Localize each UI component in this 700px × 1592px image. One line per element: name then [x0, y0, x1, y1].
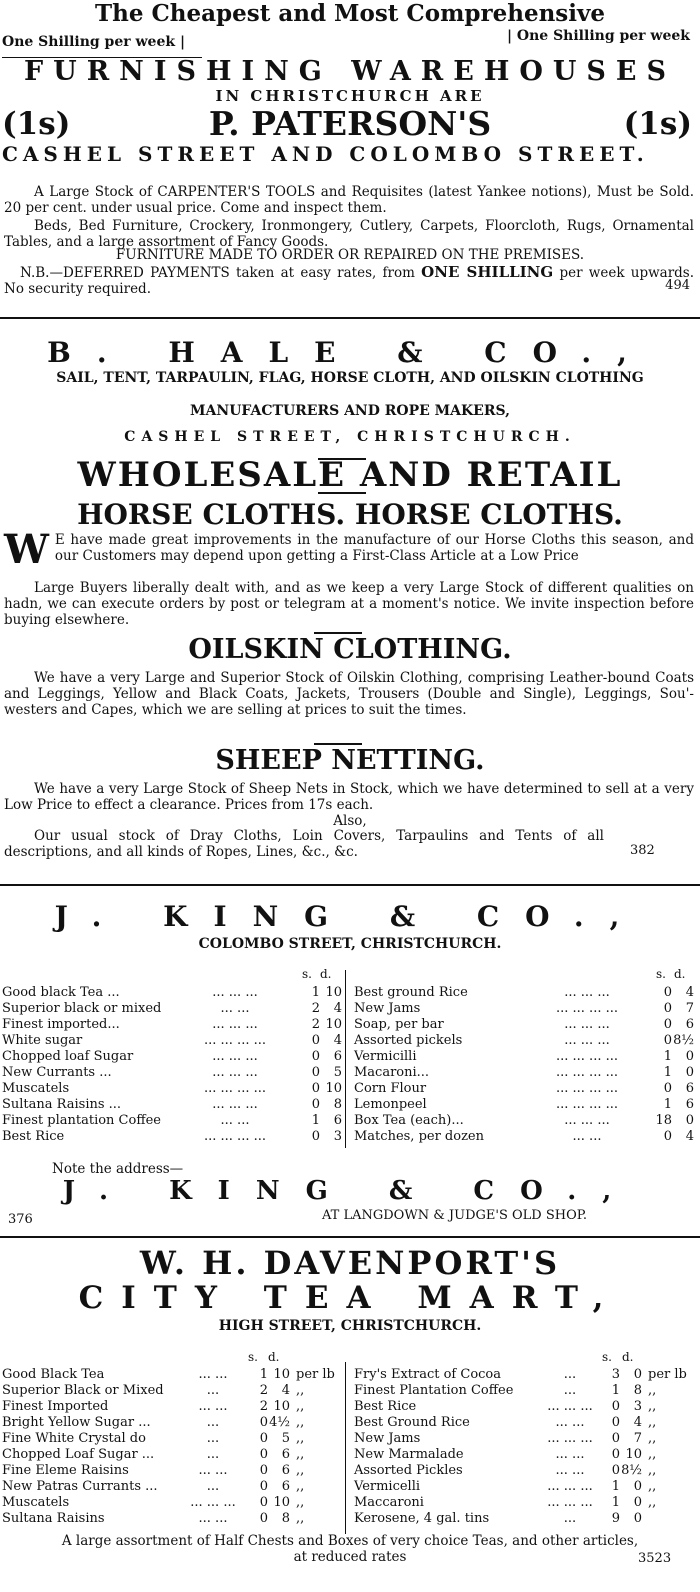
- furnishing-title: FURNISHING WAREHOUSES: [24, 56, 676, 87]
- item-name: Bright Yellow Sugar ...: [2, 1415, 151, 1430]
- pence: 3: [333, 1129, 342, 1144]
- item-name: Kerosene, 4 gal. tins: [354, 1511, 490, 1526]
- item-name: Good black Tea ...: [2, 985, 120, 1000]
- price-row: [354, 1049, 694, 1065]
- pence: 6: [685, 1097, 694, 1112]
- shillings: 1: [663, 1049, 672, 1064]
- price-row: [2, 1081, 342, 1097]
- paterson-para1: A Large Stock of CARPENTER'S TOOLS and Requisites (latest Yankee notions), Must be Sold. 20 per cent. under usual price. Come and inspect them.: [4, 184, 694, 216]
- item-name: Fine White Crystal do: [2, 1431, 146, 1446]
- shillings: 0: [663, 1001, 672, 1016]
- price-row: [354, 1113, 694, 1129]
- pence: 4: [685, 985, 694, 1000]
- price-row: [2, 1399, 342, 1415]
- davenport-name: W. H. DAVENPORT'S: [139, 1244, 561, 1282]
- king-col-d-right: d.: [674, 967, 686, 981]
- king-col-d: d.: [320, 967, 332, 981]
- pence: 10: [273, 1495, 290, 1510]
- unit: ,,: [648, 1447, 657, 1462]
- price-row: [354, 985, 694, 1001]
- shillings: 2: [259, 1399, 268, 1414]
- item-name: Vermicelli: [354, 1479, 421, 1494]
- one-shilling-emphasis: ONE SHILLING: [421, 263, 554, 281]
- shillings: 9: [611, 1511, 620, 1526]
- price-row: [354, 1065, 694, 1081]
- leader-dots: ... ... ... ...: [556, 1049, 618, 1064]
- pence: 10: [625, 1447, 642, 1462]
- city-tea-mart: CITY TEA MART,: [78, 1280, 622, 1316]
- item-name: Sultana Raisins ...: [2, 1097, 122, 1112]
- pence: 6: [281, 1479, 290, 1494]
- dropcap-w: W: [4, 526, 49, 573]
- paterson-para3: FURNITURE MADE TO ORDER OR REPAIRED ON THE PREMISES.: [115, 247, 585, 263]
- shillings: 2: [311, 1001, 320, 1016]
- shilling-right: | One Shilling per week: [506, 28, 690, 44]
- price-row: [354, 1495, 694, 1511]
- paterson-header: The Cheapest and Most Comprehensive: [94, 0, 605, 27]
- price-row: [2, 1129, 342, 1145]
- price-row: [2, 1113, 342, 1129]
- leader-dots: ...: [563, 1383, 577, 1398]
- price-row: [354, 1415, 694, 1431]
- para4-start: N.B.—DEFERRED PAYMENTS taken at easy rates, from: [20, 265, 415, 281]
- item-name: Fry's Extract of Cocoa: [354, 1367, 502, 1382]
- price-row: [354, 1033, 694, 1049]
- dav-right-table: [354, 1367, 694, 1527]
- king-column-divider: [345, 970, 346, 1148]
- item-name: Finest imported...: [2, 1017, 120, 1032]
- hale-shortrule-2: [318, 492, 366, 494]
- leader-dots: ... ... ...: [547, 1431, 593, 1446]
- leader-dots: ...: [206, 1383, 220, 1398]
- dav-ref: 3523: [638, 1551, 672, 1566]
- shillings: 1: [611, 1479, 620, 1494]
- price-row: [2, 1367, 342, 1383]
- pence: 4: [685, 1129, 694, 1144]
- price-row: [354, 1447, 694, 1463]
- price-row: [354, 1129, 694, 1145]
- king-location: AT LANGDOWN & JUDGE'S OLD SHOP.: [322, 1208, 587, 1223]
- pence: 0: [685, 1113, 694, 1128]
- pence: 4½: [269, 1415, 290, 1430]
- dav-col-d-right: d.: [622, 1350, 634, 1364]
- sheep-netting-heading: SHEEP NETTING.: [215, 745, 485, 776]
- unit: ,,: [296, 1399, 305, 1414]
- hale-para4: We have a very Large Stock of Sheep Nets in Stock, which we have determined to sell at a very Low Price to effect a clearance. Prices from 17s each.: [4, 781, 694, 813]
- price-row: [2, 1097, 342, 1113]
- leader-dots: ... ...: [220, 1001, 250, 1016]
- unit: ,,: [296, 1447, 305, 1462]
- item-name: Superior black or mixed: [2, 1001, 162, 1016]
- item-name: Lemonpeel: [354, 1097, 427, 1112]
- divider-1: [0, 317, 700, 319]
- shillings: 1: [663, 1097, 672, 1112]
- hale-line2: MANUFACTURERS AND ROPE MAKERS,: [190, 403, 510, 419]
- shillings: 1: [259, 1367, 268, 1382]
- unit: ,,: [296, 1431, 305, 1446]
- shillings: 0: [663, 1017, 672, 1032]
- shillings: 0: [259, 1511, 268, 1526]
- shillings: 0: [259, 1463, 268, 1478]
- oilskin-heading: OILSKIN CLOTHING.: [188, 634, 512, 665]
- shillings: 0: [259, 1447, 268, 1462]
- price-row: [2, 1033, 342, 1049]
- pence: 10: [325, 1017, 342, 1032]
- hale-para3: We have a very Large and Superior Stock of Oilskin Clothing, comprising Leather-bound Coats and Leggings, Yellow and Black Coats, Jackets, Trousers (Double and Single), Leggings, Sou'-westers and Capes, which we are selling at prices to suit the times.: [4, 670, 694, 718]
- price-row: [354, 1367, 694, 1383]
- shillings: 0: [259, 1415, 268, 1430]
- pence: 6: [333, 1113, 342, 1128]
- para4-end: per week upwards. No security required.: [4, 265, 695, 297]
- price-row: [354, 1383, 694, 1399]
- price-row: [354, 1081, 694, 1097]
- item-name: Best ground Rice: [354, 985, 468, 1000]
- pence: 6: [685, 1017, 694, 1032]
- shillings: 0: [663, 985, 672, 1000]
- divider-2: [0, 884, 700, 886]
- shillings: 1: [311, 1113, 320, 1128]
- dav-column-divider: [345, 1362, 346, 1534]
- leader-dots: ... ... ...: [547, 1495, 593, 1510]
- price-row: [2, 1479, 342, 1495]
- item-name: Muscatels: [2, 1495, 70, 1510]
- unit: ,,: [296, 1383, 305, 1398]
- unit: ,,: [648, 1383, 657, 1398]
- pence: 8: [281, 1511, 290, 1526]
- pence: 8½: [621, 1463, 642, 1478]
- leader-dots: ... ... ...: [212, 1097, 258, 1112]
- wholesale-heading: WHOLESALE AND RETAIL: [77, 455, 623, 495]
- horse-cloths-heading: HORSE CLOTHS. HORSE CLOTHS.: [77, 498, 623, 531]
- pence: 6: [333, 1049, 342, 1064]
- pence: 0: [685, 1049, 694, 1064]
- king-name-2: J. KING & CO.,: [62, 1176, 638, 1206]
- pence: 6: [281, 1447, 290, 1462]
- leader-dots: ... ... ... ...: [204, 1129, 266, 1144]
- leader-dots: ... ... ...: [212, 985, 258, 1000]
- shillings: 0: [611, 1415, 620, 1430]
- item-name: Good Black Tea: [2, 1367, 105, 1382]
- price-row: [2, 1017, 342, 1033]
- item-name: Matches, per dozen: [354, 1129, 484, 1144]
- leader-dots: ... ...: [555, 1463, 585, 1478]
- christchurch-subtitle: IN CHRISTCHURCH ARE: [215, 87, 485, 105]
- leader-dots: ... ... ... ...: [556, 1081, 618, 1096]
- paterson-address: CASHEL STREET AND COLOMBO STREET.: [2, 142, 649, 166]
- leader-dots: ... ... ... ...: [204, 1081, 266, 1096]
- leader-dots: ... ...: [198, 1511, 228, 1526]
- pence: 4: [333, 1033, 342, 1048]
- shillings: 0: [311, 1097, 320, 1112]
- shillings: 0: [311, 1049, 320, 1064]
- shillings: 0: [311, 1129, 320, 1144]
- unit: ,,: [648, 1463, 657, 1478]
- dav-footer1: A large assortment of Half Chests and Boxes of very choice Teas, and other articles,: [61, 1533, 639, 1549]
- price-row: [354, 1399, 694, 1415]
- unit: per lb: [296, 1367, 335, 1382]
- leader-dots: ... ...: [198, 1463, 228, 1478]
- unit: [642, 1511, 694, 1527]
- item-name: Finest plantation Coffee: [2, 1113, 161, 1128]
- leader-dots: ... ...: [198, 1399, 228, 1414]
- shillings: 1: [611, 1383, 620, 1398]
- dav-col-s: s.: [248, 1350, 258, 1364]
- pence: 0: [633, 1495, 642, 1510]
- leader-dots: ...: [563, 1367, 577, 1382]
- pence: 0: [685, 1065, 694, 1080]
- price-row: [2, 1001, 342, 1017]
- hale-name: B. HALE & CO.,: [47, 336, 653, 369]
- price-row: [354, 1097, 694, 1113]
- hale-para1: [4, 526, 694, 573]
- pence: 8: [633, 1383, 642, 1398]
- price-row: [2, 1495, 342, 1511]
- king-ref: 376: [8, 1212, 33, 1227]
- leader-dots: ... ... ...: [564, 1113, 610, 1128]
- shillings: 0: [611, 1463, 620, 1478]
- dav-footer2: at reduced rates: [293, 1549, 407, 1565]
- hale-para2: Large Buyers liberally dealt with, and as we keep a very Large Stock of different qualities on hadn, we can execute orders by post or telegram at a moment's notice. We invite inspection before buying elsewhere.: [4, 580, 694, 628]
- leader-dots: ...: [563, 1511, 577, 1526]
- price-row: [2, 1415, 342, 1431]
- price-row: [2, 985, 342, 1001]
- price-row: [2, 1463, 342, 1479]
- king-note: Note the address—: [52, 1161, 184, 1177]
- shillings: 0: [611, 1447, 620, 1462]
- dav-col-s-right: s.: [602, 1350, 612, 1364]
- price-row: [2, 1049, 342, 1065]
- pence: 3: [633, 1399, 642, 1414]
- item-name: Superior Black or Mixed: [2, 1383, 164, 1398]
- shillings: 2: [311, 1017, 320, 1032]
- hale-also: Also,: [333, 813, 367, 829]
- unit: ,,: [648, 1431, 657, 1446]
- leader-dots: ... ... ...: [547, 1399, 593, 1414]
- pence: 4: [281, 1383, 290, 1398]
- item-name: Vermicilli: [354, 1049, 417, 1064]
- shillings: 1: [611, 1495, 620, 1510]
- pence: 6: [685, 1081, 694, 1096]
- pence: 10: [273, 1399, 290, 1414]
- leader-dots: ... ... ...: [564, 985, 610, 1000]
- unit: ,,: [296, 1479, 305, 1494]
- unit: ,,: [296, 1415, 305, 1430]
- unit: ,,: [648, 1415, 657, 1430]
- item-name: Assorted Pickles: [354, 1463, 463, 1478]
- price-row: [2, 1431, 342, 1447]
- unit: ,,: [648, 1495, 657, 1510]
- shillings: 1: [663, 1065, 672, 1080]
- item-name: Best Ground Rice: [354, 1415, 470, 1430]
- hale-para5: Our usual stock of Dray Cloths, Loin Covers, Tarpaulins and Tents of all descriptions, and all kinds of Ropes, Lines, &c., &c.: [4, 828, 604, 860]
- shillings: 3: [611, 1367, 620, 1382]
- shillings: 0: [663, 1081, 672, 1096]
- hale-line3: CASHEL STREET, CHRISTCHURCH.: [124, 429, 576, 445]
- item-name: Box Tea (each)...: [354, 1113, 464, 1128]
- shillings: 18: [655, 1113, 672, 1128]
- pence: 8: [333, 1097, 342, 1112]
- king-col-s-right: s.: [656, 967, 666, 981]
- hale-ref: 382: [630, 843, 655, 858]
- shillings: 0: [663, 1129, 672, 1144]
- unit: ,,: [296, 1511, 305, 1526]
- dav-left-table: [2, 1367, 342, 1527]
- shillings: 0: [259, 1479, 268, 1494]
- leader-dots: ... ... ... ...: [204, 1033, 266, 1048]
- leader-dots: ... ... ...: [190, 1495, 236, 1510]
- item-name: New Marmalade: [354, 1447, 464, 1462]
- pence: 10: [273, 1367, 290, 1382]
- price-row: [354, 1479, 694, 1495]
- king-left-table: [2, 985, 342, 1145]
- shillings: 0: [311, 1081, 320, 1096]
- item-name: Macaroni...: [354, 1065, 430, 1080]
- pence: 5: [281, 1431, 290, 1446]
- price-row: [2, 1383, 342, 1399]
- paterson-name: P. PATERSON'S: [208, 104, 492, 143]
- leader-dots: ...: [206, 1431, 220, 1446]
- leader-dots: ... ... ...: [547, 1479, 593, 1494]
- item-name: Muscatels: [2, 1081, 70, 1096]
- dav-col-d: d.: [268, 1350, 280, 1364]
- leader-dots: ... ... ...: [212, 1065, 258, 1080]
- shillings: 2: [259, 1383, 268, 1398]
- shillings: 1: [311, 985, 320, 1000]
- shillings: 0: [311, 1033, 320, 1048]
- price-row: [354, 1017, 694, 1033]
- pence: 10: [325, 985, 342, 1000]
- davenport-address: HIGH STREET, CHRISTCHURCH.: [218, 1318, 482, 1334]
- shillings: 0: [259, 1495, 268, 1510]
- pence: 7: [633, 1431, 642, 1446]
- item-name: Fine Eleme Raisins: [2, 1463, 129, 1478]
- item-name: New Patras Currants ...: [2, 1479, 158, 1494]
- item-name: New Jams: [354, 1431, 421, 1446]
- item-name: Best Rice: [354, 1399, 417, 1414]
- shillings: 0: [259, 1431, 268, 1446]
- leader-dots: ... ... ... ...: [556, 1001, 618, 1016]
- price-right: (1s): [623, 106, 692, 142]
- item-name: White sugar: [2, 1033, 83, 1048]
- price-row: [2, 1511, 342, 1527]
- pence: 10: [325, 1081, 342, 1096]
- price-left: (1s): [2, 106, 71, 142]
- pence: 0: [633, 1479, 642, 1494]
- shillings: 0: [311, 1065, 320, 1080]
- hale-line1: SAIL, TENT, TARPAULIN, FLAG, HORSE CLOTH, AND OILSKIN CLOTHING: [56, 370, 644, 386]
- unit: ,,: [296, 1463, 305, 1478]
- price-row: [2, 1447, 342, 1463]
- shillings: 0: [611, 1431, 620, 1446]
- leader-dots: ... ... ...: [212, 1049, 258, 1064]
- paterson-para4: [4, 264, 694, 297]
- king-address: COLOMBO STREET, CHRISTCHURCH.: [198, 936, 502, 952]
- leader-dots: ... ...: [220, 1113, 250, 1128]
- leader-dots: ... ...: [555, 1415, 585, 1430]
- item-name: Chopped loaf Sugar: [2, 1049, 134, 1064]
- paterson-ref: 494: [665, 278, 690, 293]
- leader-dots: ... ... ...: [564, 1017, 610, 1032]
- item-name: Sultana Raisins: [2, 1511, 105, 1526]
- item-name: Maccaroni: [354, 1495, 424, 1510]
- king-col-s: s.: [302, 967, 312, 981]
- price-row: [354, 1001, 694, 1017]
- item-name: Finest Imported: [2, 1399, 109, 1414]
- price-row: [354, 1511, 694, 1527]
- item-name: Soap, per bar: [354, 1017, 444, 1032]
- leader-dots: ... ...: [555, 1447, 585, 1462]
- price-row: [354, 1431, 694, 1447]
- pence: 4: [333, 1001, 342, 1016]
- king-right-table: [354, 985, 694, 1145]
- hale-para1-text: E have made great improvements in the manufacture of our Horse Cloths this season, and our Customers may depend upon getting a First-Class Article at a Low Price: [54, 532, 694, 564]
- leader-dots: ...: [206, 1415, 220, 1430]
- unit: per lb: [648, 1367, 687, 1382]
- leader-dots: ...: [206, 1479, 220, 1494]
- pence: 0: [633, 1367, 642, 1382]
- unit: ,,: [648, 1479, 657, 1494]
- pence: 7: [685, 1001, 694, 1016]
- king-name: J. KING & CO.,: [54, 900, 646, 933]
- pence: 0: [633, 1511, 642, 1526]
- leader-dots: ... ... ...: [212, 1017, 258, 1032]
- price-row: [354, 1463, 694, 1479]
- leader-dots: ... ...: [198, 1367, 228, 1382]
- item-name: New Jams: [354, 1001, 421, 1016]
- pence: 5: [333, 1065, 342, 1080]
- item-name: Finest Plantation Coffee: [354, 1383, 514, 1398]
- leader-dots: ... ... ... ...: [556, 1097, 618, 1112]
- item-name: Corn Flour: [354, 1081, 427, 1096]
- pence: 8½: [673, 1033, 694, 1048]
- leader-dots: ... ... ...: [564, 1033, 610, 1048]
- leader-dots: ...: [206, 1447, 220, 1462]
- item-name: New Currants ...: [2, 1065, 112, 1080]
- item-name: Chopped Loaf Sugar ...: [2, 1447, 155, 1462]
- leader-dots: ... ... ... ...: [556, 1065, 618, 1080]
- pence: 6: [281, 1463, 290, 1478]
- item-name: Assorted pickels: [354, 1033, 463, 1048]
- shillings: 0: [611, 1399, 620, 1414]
- paterson-para2: Beds, Bed Furniture, Crockery, Ironmongery, Cutlery, Carpets, Floorcloth, Rugs, Ornamental Tables, and a large assortment of Fancy Goods.: [4, 218, 694, 250]
- pence: 4: [633, 1415, 642, 1430]
- shilling-left: One Shilling per week |: [2, 34, 186, 50]
- leader-dots: ... ...: [572, 1129, 602, 1144]
- divider-3: [0, 1236, 700, 1238]
- unit: ,,: [648, 1399, 657, 1414]
- item-name: Best Rice: [2, 1129, 65, 1144]
- shillings: 0: [663, 1033, 672, 1048]
- price-row: [2, 1065, 342, 1081]
- unit: ,,: [296, 1495, 305, 1510]
